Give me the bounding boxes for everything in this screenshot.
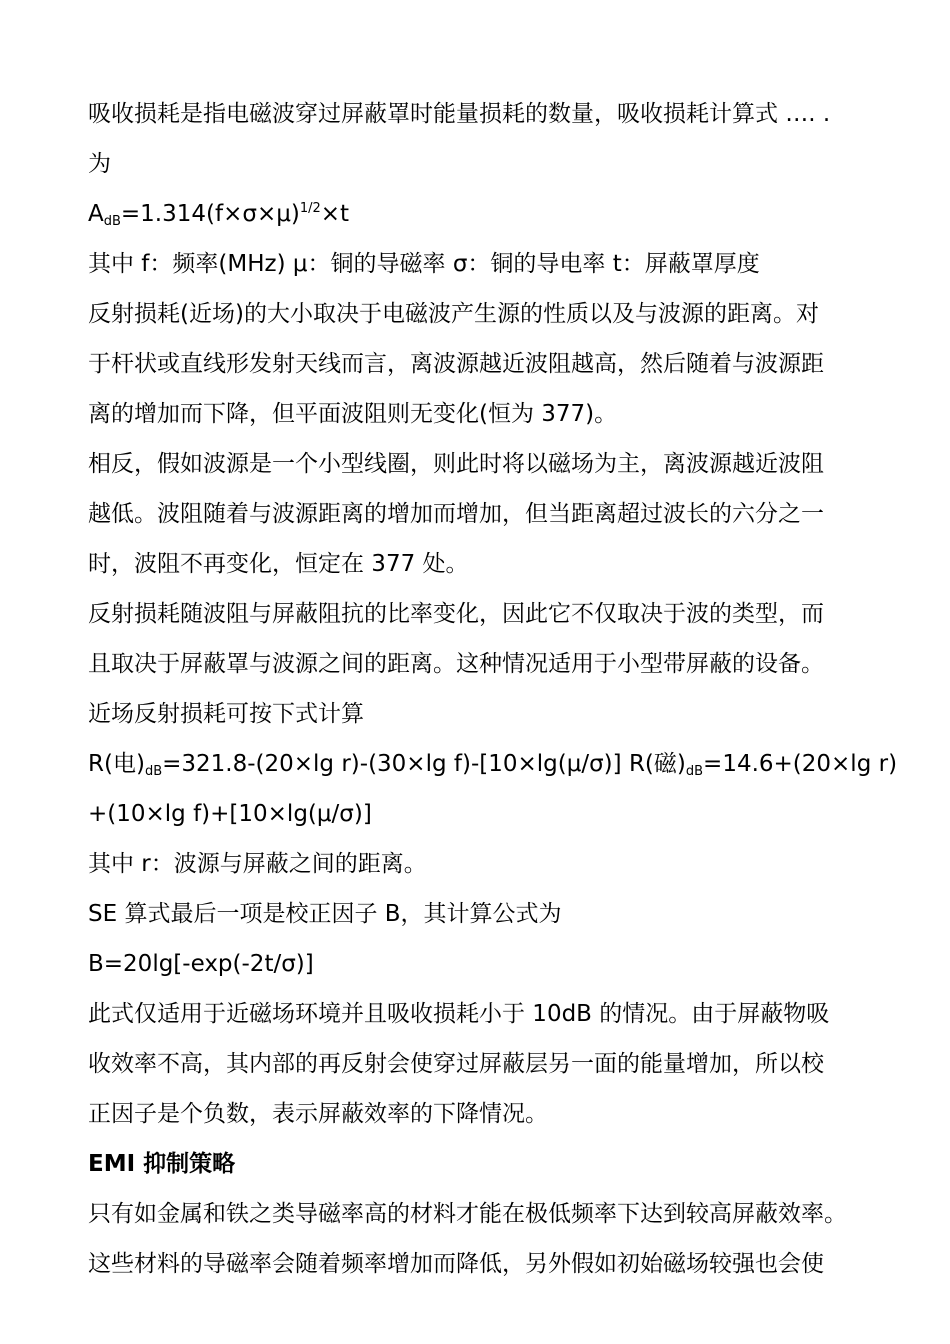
- formula-r-magnetic-rhs: =14.6+(20×lg r): [703, 751, 898, 777]
- paragraph-ratio-line3: 近场反射损耗可按下式计算: [88, 701, 364, 727]
- paragraph-applicability-line1: 此式仅适用于近磁场环境并且吸收损耗小于 10dB 的情况。由于屏蔽物吸: [88, 1001, 830, 1027]
- formula-r-magnetic-subscript: dB: [685, 764, 704, 779]
- paragraph-reflection-line1: 反射损耗(近场)的大小取决于电磁波产生源的性质以及与波源的距离。对: [88, 301, 819, 327]
- paragraph-reflection-line3: 离的增加而下降，但平面波阻则无变化(恒为 377)。: [88, 401, 618, 427]
- paragraph-applicability-line3: 正因子是个负数，表示屏蔽效率的下降情况。: [88, 1101, 548, 1127]
- formula-r-magnetic-lhs: R(磁): [628, 751, 686, 777]
- section-heading: EMI 抑制策略: [88, 1151, 236, 1177]
- formula-r-electric-lhs: R(电): [88, 751, 145, 777]
- formula-near-field-reflection: [88, 748, 897, 780]
- formula-a-subscript: dB: [103, 214, 121, 229]
- formula-near-field-continuation: +(10×lg f)+[10×lg(μ/σ)]: [88, 801, 372, 827]
- paragraph-reflection-line2: 于杆状或直线形发射天线而言，离波源越近波阻越高，然后随着与波源距: [88, 351, 824, 377]
- paragraph-permeability-line2: 这些材料的导磁率会随着频率增加而降低，另外假如初始磁场较强也会使: [88, 1251, 824, 1277]
- formula-correction-factor: B=20lg[-exp(-2t/σ)]: [88, 951, 314, 977]
- formula-a-tail: ×t: [320, 201, 350, 227]
- paragraph-coil-line2: 越低。波阻随着与波源距离的增加而增加，但当距离超过波长的六分之一: [88, 501, 824, 527]
- formula-a-variables: 其中 f：频率(MHz) μ：铜的导磁率 σ：铜的导电率 t：屏蔽罩厚度: [88, 251, 760, 277]
- formula-r-variables: 其中 r：波源与屏蔽之间的距离。: [88, 851, 427, 877]
- paragraph-absorption-line2: 为: [88, 151, 111, 177]
- paragraph-correction-factor: SE 算式最后一项是校正因子 B，其计算公式为: [88, 901, 562, 927]
- paragraph-coil-line1: 相反，假如波源是一个小型线圈，则此时将以磁场为主，离波源越近波阻: [88, 451, 824, 477]
- formula-absorption-loss: [88, 198, 349, 230]
- formula-r-electric-rhs: =321.8-(20×lg r)-(30×lg f)-[10×lg(μ/σ)]: [162, 751, 629, 777]
- paragraph-coil-line3: 时，波阻不再变化，恒定在 377 处。: [88, 551, 469, 577]
- paragraph-absorption-line1: 吸收损耗是指电磁波穿过屏蔽罩时能量损耗的数量，吸收损耗计算式 …. .: [88, 101, 831, 127]
- formula-a-exponent: 1/2: [299, 201, 321, 216]
- formula-a-body: =1.314(f×σ×μ): [120, 201, 300, 227]
- paragraph-permeability-line1: 只有如金属和铁之类导磁率高的材料才能在极低频率下达到较高屏蔽效率。: [88, 1201, 847, 1227]
- paragraph-ratio-line2: 且取决于屏蔽罩与波源之间的距离。这种情况适用于小型带屏蔽的设备。: [88, 651, 824, 677]
- formula-r-electric-subscript: dB: [144, 764, 163, 779]
- paragraph-ratio-line1: 反射损耗随波阻与屏蔽阻抗的比率变化，因此它不仅取决于波的类型，而: [88, 601, 824, 627]
- paragraph-applicability-line2: 收效率不高，其内部的再反射会使穿过屏蔽层另一面的能量增加，所以校: [88, 1051, 824, 1077]
- formula-a-lhs: A: [88, 201, 104, 227]
